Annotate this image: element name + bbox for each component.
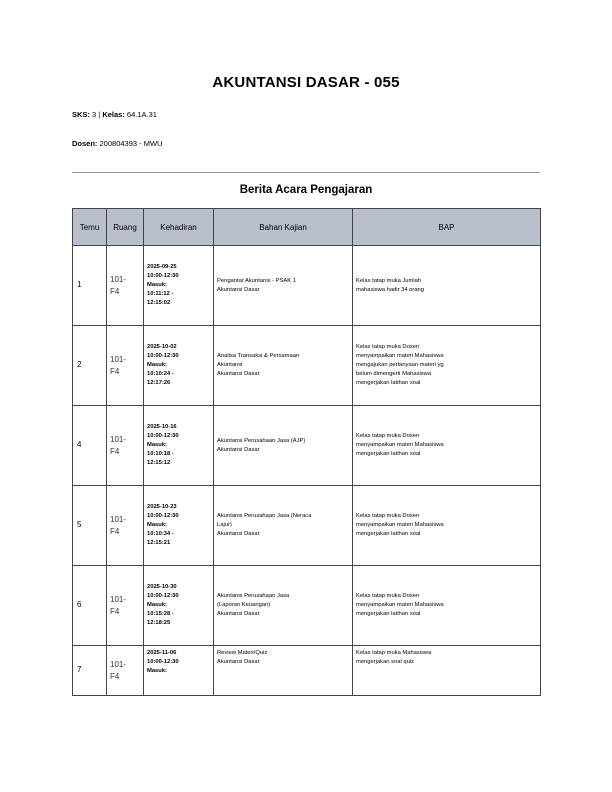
course-meta-dosen: [72, 139, 162, 148]
cell-ruang: 101- F4: [110, 434, 127, 456]
header-kehadiran: Kehadiran: [144, 209, 214, 246]
cell-bahan-kajian: Akuntansi Perusahaan Jasa (AJP) Akuntansi Dasar: [217, 437, 306, 453]
cell-bap: Kelas tatap muka Jumlah mahasiswa hadir 34 orang: [356, 277, 424, 293]
header-ruang: Ruang: [107, 209, 144, 246]
cell-temu: 1: [73, 246, 107, 326]
cell-bap: Kelas tatap muka Dosen menyampaikan materi Mahasiswa mengerjakan latihan soal: [356, 433, 444, 457]
table-row: [73, 326, 541, 406]
cell-bap: Kelas tatap muka Dosen menyampaikan materi Mahasiswa mengerjakan latihan soal: [356, 513, 444, 537]
course-title: AKUNTANSI DASAR - 055: [212, 74, 400, 91]
cell-kehadiran: 2025-10-16 10:00-12:30 Masuk: 10:10:18 - 12:15:12: [147, 424, 179, 466]
cell-kehadiran: 2025-11-06 10:00-12:30 Masuk:: [147, 650, 179, 674]
table-header-row: [73, 209, 541, 246]
table-row: [73, 246, 541, 326]
header-bap: BAP: [353, 209, 541, 246]
cell-temu: 5: [73, 486, 107, 566]
dosen-label: Dosen:: [72, 139, 98, 148]
cell-ruang: 101- F4: [110, 594, 127, 616]
cell-temu: 4: [73, 406, 107, 486]
table-row: [73, 646, 541, 696]
table-row: [73, 486, 541, 566]
kelas-value: 64.1A.31: [126, 110, 157, 119]
table-row: [73, 406, 541, 486]
section-title: Berita Acara Pengajaran: [239, 184, 373, 196]
cell-kehadiran: 2025-10-02 10:00-12:30 Masuk: 10:10:24 - 12:17:26: [147, 344, 179, 386]
sks-label: SKS:: [72, 110, 90, 119]
cell-temu: 7: [73, 646, 107, 696]
header-bahan-kajian: Bahan Kajian: [214, 209, 353, 246]
cell-ruang: 101- F4: [110, 354, 127, 376]
divider: [72, 172, 540, 173]
table-row: [73, 566, 541, 646]
cell-temu: 6: [73, 566, 107, 646]
cell-kehadiran: 2025-10-23 10:00-12:30 Masuk: 10:10:34 - 12:15:21: [147, 504, 179, 546]
cell-kehadiran: 2025-10-30 10:00-12:30 Masuk: 10:15:28 - 12:18:25: [147, 584, 179, 626]
cell-bahan-kajian: Akuntansi Perusahaan Jasa (Neraca Lajur) Akuntansi Dasar: [217, 513, 312, 537]
cell-bahan-kajian: Akuntansi Perusahaan Jasa (Laporan Keuangan) Akuntansi Dasar: [217, 593, 290, 617]
course-meta-sks-kelas: [72, 110, 157, 119]
kelas-label: Kelas:: [102, 110, 125, 119]
cell-bahan-kajian: Analisa Transaksi & Persamaan Akuntansi Akuntansi Dasar: [217, 353, 300, 377]
cell-bahan-kajian: Review Materi/Quiz Akuntansi Dasar: [217, 650, 268, 665]
cell-temu: 2: [73, 326, 107, 406]
cell-ruang: 101- F4: [110, 514, 127, 536]
sks-value: 3 |: [92, 110, 103, 119]
bap-table: [72, 208, 541, 696]
header-temu: Temu: [73, 209, 107, 246]
cell-bap: Kelas tatap muka Mahasiswa mengerjakan soal quiz: [356, 650, 432, 665]
cell-bap: Kelas tatap muka Dosen menyampaikan materi Mahasiswa mengajukan pertanyaan materi yg belum dimengerti Mahasiswa mengerjakan latihan soal: [356, 344, 444, 386]
cell-bahan-kajian: Pengantar Akuntansi - PSAK 1 Akuntansi Dasar: [217, 277, 296, 293]
cell-ruang: 101- F4: [110, 659, 127, 681]
cell-kehadiran: 2025-09-25 10:00-12:30 Masuk: 10:11:12 - 12:15:02: [147, 264, 179, 306]
cell-ruang: 101- F4: [110, 274, 127, 296]
dosen-value: 200804393 - MWU: [99, 139, 163, 148]
cell-bap: Kelas tatap muka Dosen menyampaikan materi Mahasiswa mengerjakan latihan soal: [356, 593, 444, 617]
